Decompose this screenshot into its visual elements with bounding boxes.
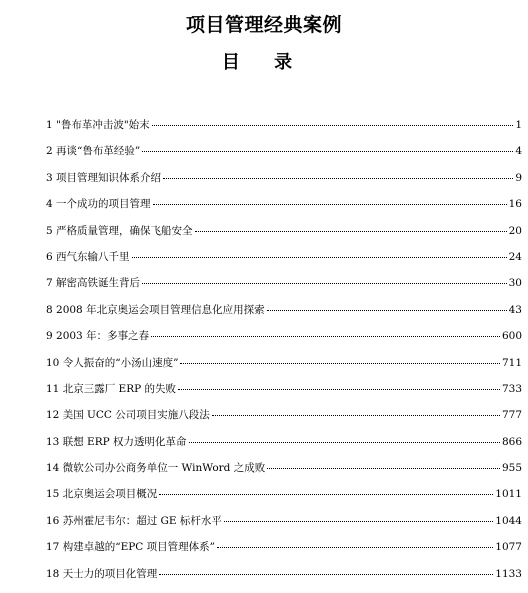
- toc-entry-16[interactable]: [46, 514, 522, 540]
- toc-entry-page: 30: [508, 277, 522, 290]
- toc-entry-15[interactable]: [46, 487, 522, 513]
- toc-entry-page: 777: [501, 409, 522, 422]
- toc-entry-page: 711: [501, 356, 522, 369]
- toc-entry-3[interactable]: [46, 171, 522, 197]
- toc-entry-page: 733: [501, 382, 522, 395]
- toc-entry-page: 43: [508, 303, 522, 316]
- toc-entry-18[interactable]: [46, 567, 522, 593]
- toc-entry-label: 7 解密高铁诞生背后: [46, 277, 141, 290]
- toc-entry-label: 11 北京三露厂 ERP 的失败: [46, 382, 177, 395]
- toc-entry-page: 1133: [495, 567, 522, 580]
- toc-leader-dots: [151, 336, 500, 337]
- toc-entry-label: 18 天士力的项目化管理: [46, 567, 158, 580]
- toc-entry-label: 3 项目管理知识体系介绍: [46, 171, 162, 184]
- toc-entry-label: 10 令人振奋的“小汤山速度”: [46, 356, 179, 369]
- toc-entry-label: 17 构建卓越的“EPC 项目管理体系”: [46, 541, 216, 554]
- toc-entry-page: 1: [515, 119, 522, 131]
- toc-entry-label: 5 严格质量管理，确保飞船安全: [46, 224, 193, 237]
- toc-entry-label: 9 2003 年：多事之春: [46, 330, 150, 343]
- toc-entry-page: 1044: [495, 514, 522, 527]
- toc-entry-page: 4: [515, 145, 522, 158]
- toc-entry-2[interactable]: [46, 144, 522, 170]
- toc-entry-page: 1077: [495, 541, 522, 554]
- toc-leader-dots: [267, 310, 507, 311]
- toc-leader-dots: [142, 151, 513, 152]
- document-title: 项目管理经典案例: [185, 14, 342, 36]
- toc-entry-page: 955: [501, 462, 522, 475]
- toc-leader-dots: [163, 178, 513, 179]
- toc-entry-page: 600: [501, 330, 522, 343]
- toc-entry-label: 13 联想 ERP 权力透明化革命: [46, 435, 187, 448]
- toc-entry-page: 20: [508, 224, 522, 237]
- toc-entry-1[interactable]: [46, 118, 522, 144]
- toc-entry-page: 1011: [495, 488, 522, 501]
- table-of-contents: [46, 118, 522, 593]
- toc-entry-10[interactable]: [46, 356, 522, 382]
- toc-leader-dots: [159, 494, 493, 495]
- toc-entry-page: 9: [515, 171, 522, 184]
- toc-entry-label: 12 美国 UCC 公司项目实施八段法: [46, 409, 210, 422]
- toc-entry-page: 16: [508, 198, 522, 211]
- toc-entry-label: 2 再谈“鲁布革经验”: [46, 145, 141, 158]
- toc-entry-label: 8 2008 年北京奥运会项目管理信息化应用探索: [46, 303, 265, 316]
- toc-entry-17[interactable]: [46, 540, 522, 566]
- toc-entry-4[interactable]: [46, 197, 522, 223]
- toc-leader-dots: [142, 283, 507, 284]
- toc-entry-11[interactable]: [46, 382, 522, 408]
- toc-entry-label: 16 苏州霍尼韦尔：超过 GE 标杆水平: [46, 514, 222, 527]
- toc-entry-label: 1 "鲁布革冲击波"始末: [46, 119, 150, 131]
- toc-leader-dots: [217, 547, 493, 548]
- toc-entry-label: 15 北京奥运会项目概况: [46, 488, 158, 501]
- toc-entry-label: 4 一个成功的项目管理: [46, 198, 151, 211]
- toc-entry-5[interactable]: [46, 224, 522, 250]
- toc-entry-8[interactable]: [46, 303, 522, 329]
- toc-leader-dots: [153, 204, 507, 205]
- toc-entry-page: 24: [508, 250, 522, 263]
- toc-leader-dots: [152, 125, 514, 126]
- toc-heading: 目 录: [221, 52, 307, 73]
- toc-entry-9[interactable]: [46, 329, 522, 355]
- toc-leader-dots: [159, 574, 493, 575]
- toc-entry-13[interactable]: [46, 435, 522, 461]
- toc-leader-dots: [212, 415, 500, 416]
- toc-entry-label: 14 微软公司办公商务单位一 WinWord 之成败: [46, 462, 266, 475]
- toc-leader-dots: [178, 389, 500, 390]
- toc-leader-dots: [132, 257, 507, 258]
- toc-entry-7[interactable]: [46, 276, 522, 302]
- toc-leader-dots: [267, 468, 500, 469]
- toc-entry-6[interactable]: [46, 250, 522, 276]
- toc-entry-14[interactable]: [46, 461, 522, 487]
- toc-leader-dots: [189, 442, 500, 443]
- toc-entry-12[interactable]: [46, 408, 522, 434]
- toc-leader-dots: [224, 521, 493, 522]
- toc-entry-page: 866: [501, 435, 522, 448]
- toc-entry-label: 6 西气东输八千里: [46, 250, 130, 263]
- toc-leader-dots: [180, 363, 500, 364]
- toc-leader-dots: [195, 231, 507, 232]
